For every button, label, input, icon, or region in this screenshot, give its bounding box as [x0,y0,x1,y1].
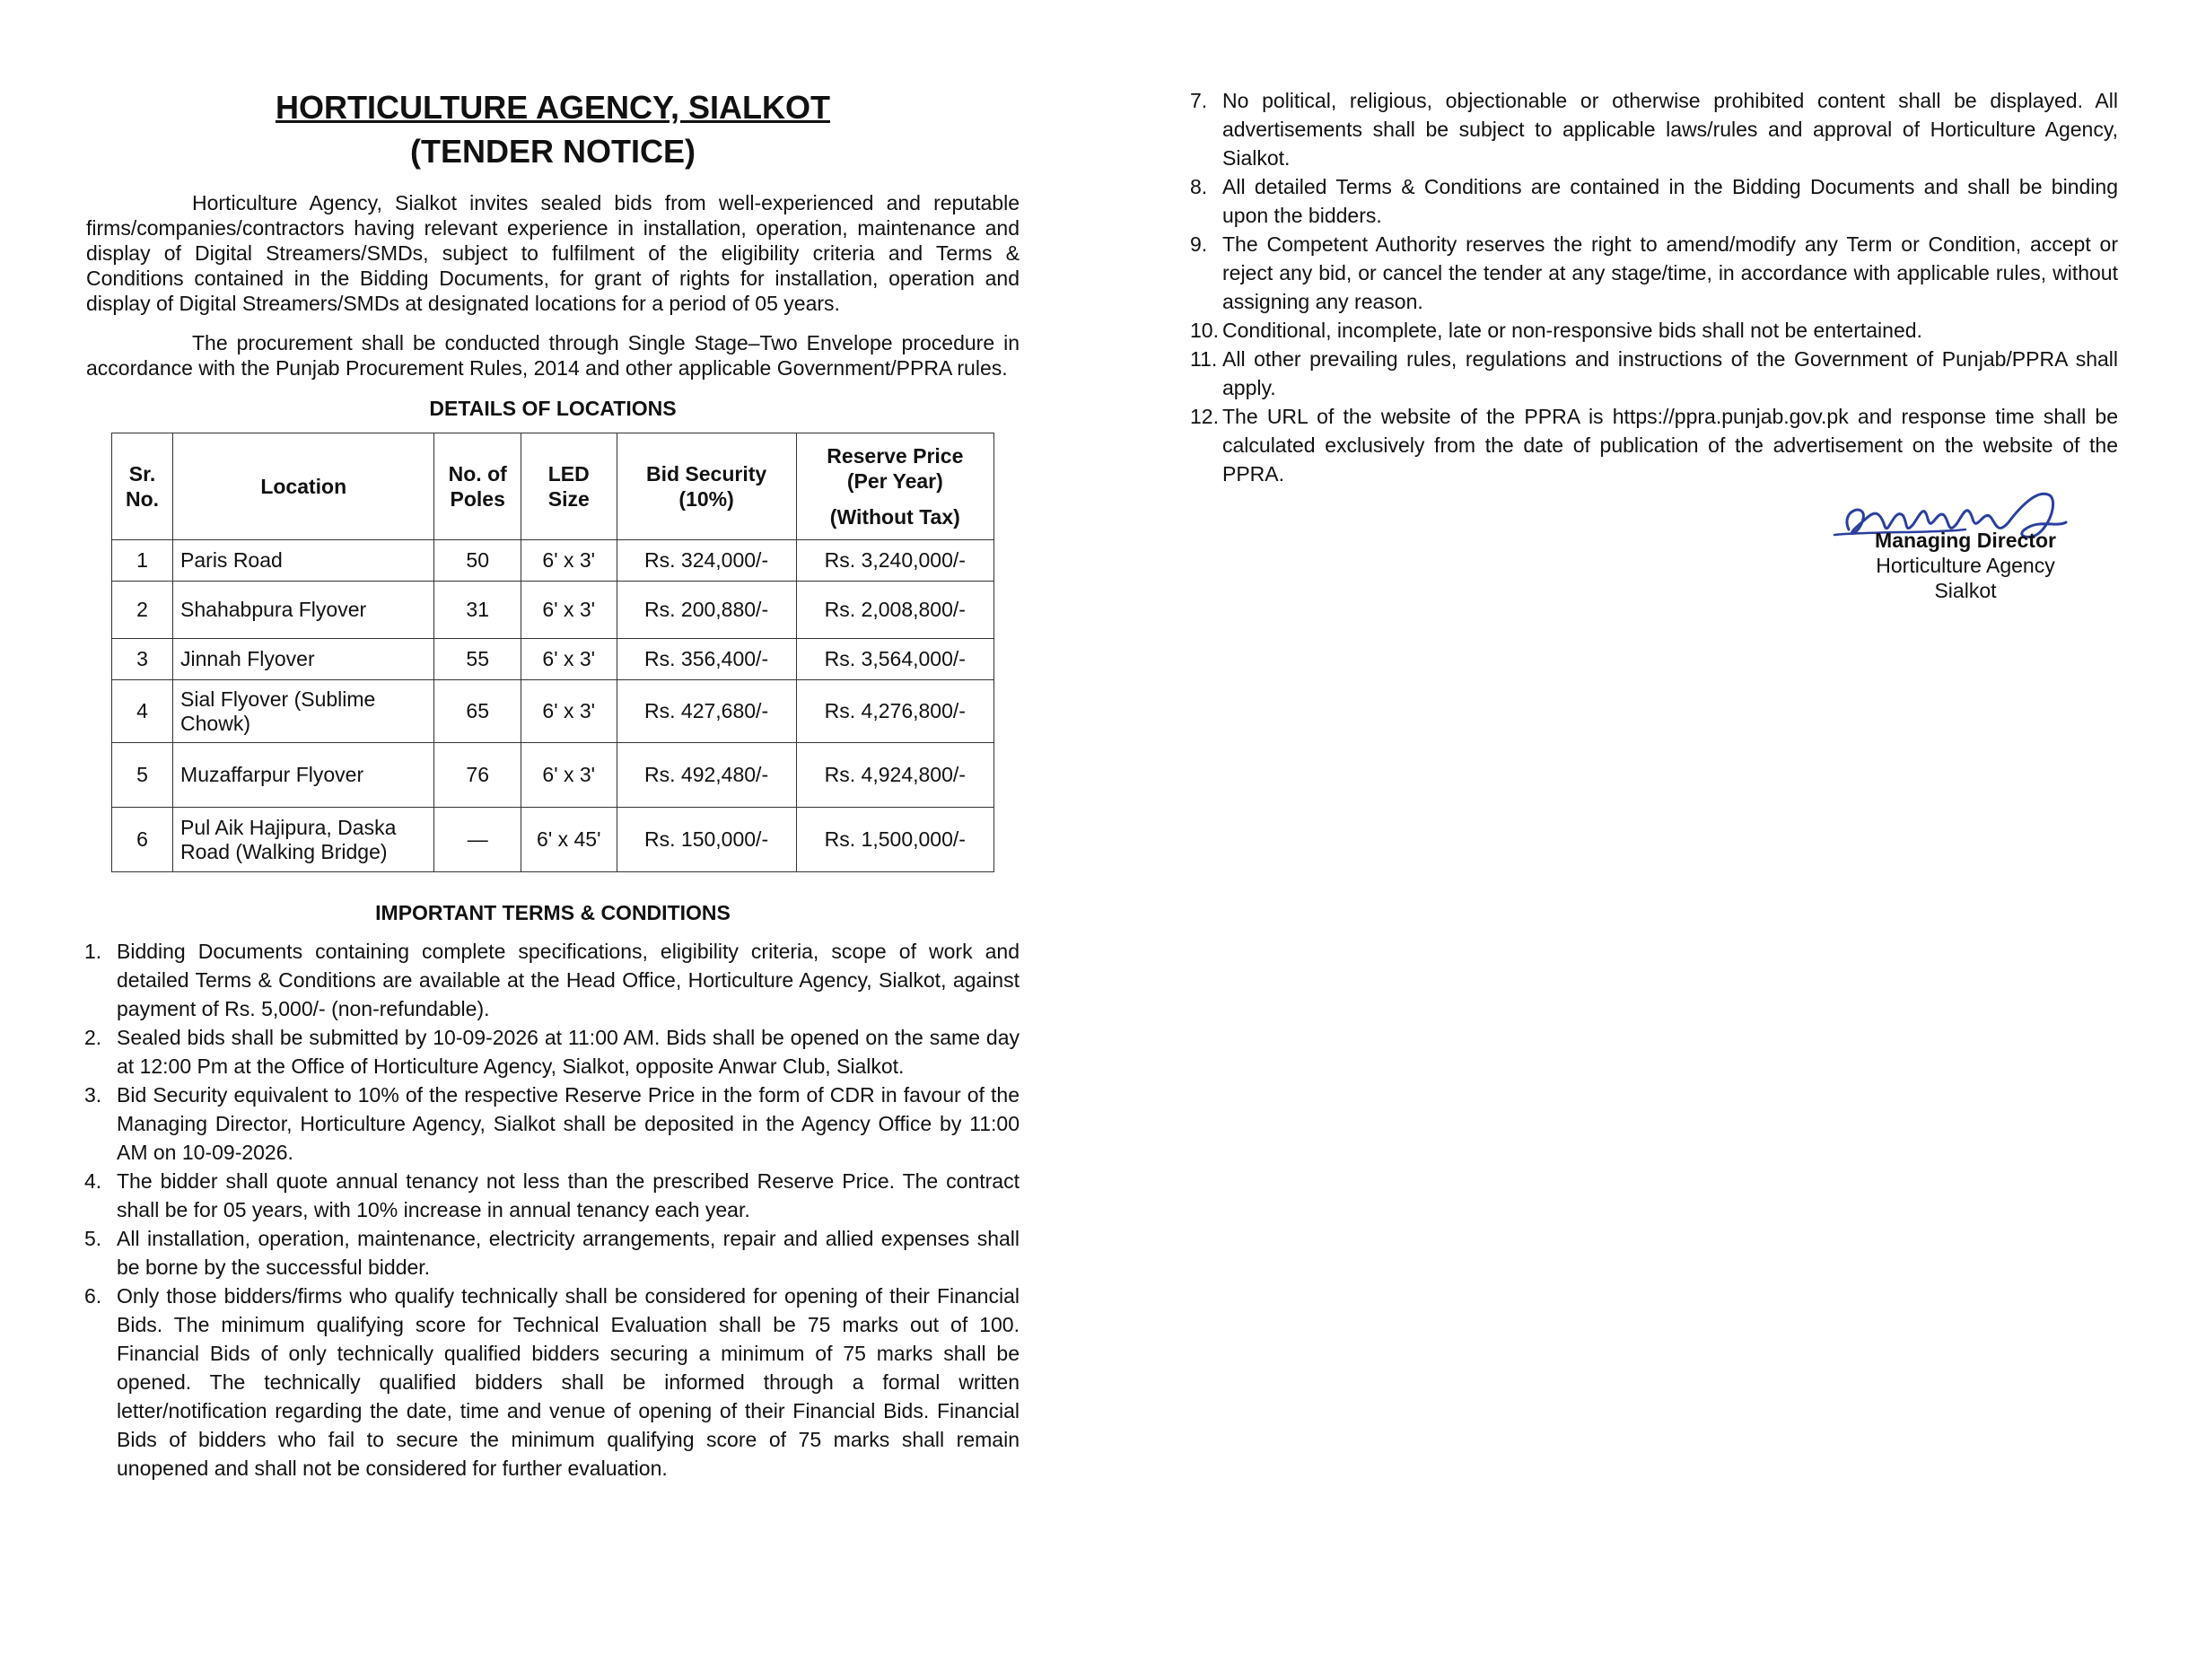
term-text: All installation, operation, maintenance, electricity arrangements, repair and allied expenses shall be borne by the successful bidder. [117,1227,1020,1279]
cell-poles: — [434,808,521,872]
cell-sr: 3 [112,639,173,680]
list-item [84,1023,1020,1081]
cell-sr: 1 [112,540,173,582]
list-item [84,1081,1020,1167]
term-number: 1. [84,940,102,963]
cell-poles: 65 [434,680,521,743]
col-header-sr [112,433,173,540]
cell-led: 6' x 45' [521,808,617,872]
cell-bid: Rs. 492,480/- [617,743,796,808]
col-header-poles-line1: No. of [448,462,507,486]
cell-sr: 2 [112,582,173,639]
terms-list-right [1190,86,2118,488]
list-item [1190,86,2118,172]
term-number: 3. [84,1083,102,1107]
intro-paragraph-2: The procurement shall be conducted through Single Stage–Two Envelope procedure in accordance with the Punjab Procurement Rules, 2014 and other applicable Government/PPRA rules. [86,331,1020,380]
term-number: 7. [1190,89,1208,112]
cell-led: 6' x 3' [521,680,617,743]
term-text: The URL of the website of the PPRA is https://ppra.punjab.gov.pk and response time shall be calculated exclusively from the date of publication of the advertisement on the website of the PPRA. [1222,405,2118,486]
cell-led: 6' x 3' [521,639,617,680]
table-row [112,808,994,872]
col-header-reserve-price [796,433,993,540]
list-item [84,1167,1020,1224]
list-item [84,1282,1020,1483]
term-text: Only those bidders/firms who qualify technically shall be considered for opening of their Financial Bids. The minimum qualifying score for Technical Evaluation shall be 75 marks out of 100. Financial Bids of only technically qualified bidders securing a minimum of 75 marks shall be opened. The technically qualified bidders shall be informed through a formal written letter/notification regarding the date, time and venue of opening of their Financial Bids. Financial Bids of bidders who fail to secure the minimum qualifying score of 75 marks shall remain unopened and shall not be considered for further evaluation. [117,1284,1020,1480]
cell-led: 6' x 3' [521,582,617,639]
col-header-led-line1: LED [547,462,590,486]
cell-bid: Rs. 150,000/- [617,808,796,872]
cell-location: Muzaffarpur Flyover [173,743,434,808]
cell-location: Pul Aik Hajipura, Daska Road (Walking Bridge) [173,808,434,872]
term-number: 12. [1190,405,1219,428]
term-number: 11. [1190,347,1218,371]
list-item [84,1224,1020,1282]
signatory-org-line1: Horticulture Agency [1876,554,2055,577]
term-text: Bid Security equivalent to 10% of the respective Reserve Price in the form of CDR in favour of the Managing Director, Horticulture Agency, Sialkot shall be deposited in the Agency Office by 11:00 AM on 10-09-2026. [117,1083,1020,1164]
cell-location: Sial Flyover (Sublime Chowk) [173,680,434,743]
col-header-poles [434,433,521,540]
col-header-led-line2: Size [547,487,590,511]
cell-poles: 50 [434,540,521,582]
cell-sr: 4 [112,680,173,743]
cell-location: Paris Road [173,540,434,582]
cell-led: 6' x 3' [521,540,617,582]
cell-reserve: Rs. 3,240,000/- [796,540,993,582]
table-row [112,582,994,639]
term-number: 6. [84,1284,102,1308]
terms-heading: IMPORTANT TERMS & CONDITIONS [375,901,731,924]
cell-led: 6' x 3' [521,743,617,808]
cell-poles: 55 [434,639,521,680]
signature-block [1831,485,2100,603]
col-header-location: Location [173,433,434,540]
list-item [1190,402,2118,488]
page-title: HORTICULTURE AGENCY, SIALKOT [276,89,830,126]
cell-poles: 76 [434,743,521,808]
right-column [1190,86,2118,488]
cell-bid: Rs. 356,400/- [617,639,796,680]
term-text: All other prevailing rules, regulations and instructions of the Government of Punjab/PPRA shall apply. [1222,347,2118,399]
cell-reserve: Rs. 1,500,000/- [796,808,993,872]
cell-sr: 6 [112,808,173,872]
table-header-row [112,433,994,540]
locations-table [111,433,994,872]
term-text: Bidding Documents containing complete specifications, eligibility criteria, scope of work and detailed Terms & Conditions are available at the Head Office, Horticulture Agency, Sialkot, against payment of Rs. 5,000/- (non-refundable). [117,940,1020,1020]
term-number: 9. [1190,232,1208,256]
term-text: Conditional, incomplete, late or non-responsive bids shall not be entertained. [1222,319,1922,342]
cell-reserve: Rs. 4,924,800/- [796,743,993,808]
term-number: 5. [84,1227,102,1250]
col-header-poles-line2: Poles [450,487,505,511]
term-text: No political, religious, objectionable or otherwise prohibited content shall be displayed. All advertisements shall be subject to applicable laws/rules and approval of Horticulture Agency, Sialkot. [1222,89,2118,170]
table-row [112,743,994,808]
col-header-sr-line1: Sr. [128,462,156,486]
col-header-reserve-line2: (Per Year) [846,469,943,493]
list-item [1190,172,2118,230]
term-text: The Competent Authority reserves the right to amend/modify any Term or Condition, accept or reject any bid, or cancel the tender at any stage/time, in accordance with applicable rules, without assigning any reason. [1222,232,2118,313]
signatory-title: Managing Director [1875,529,2056,552]
col-header-reserve-line3: (Without Tax) [829,505,960,529]
intro-paragraph-1: Horticulture Agency, Sialkot invites sealed bids from well-experienced and reputable firms/companies/contractors having relevant experience in installation, operation, maintenance and display of Digital Streamers/SMDs, subject to fulfilment of the eligibility criteria and Terms & Conditions contained in the Bidding Documents, for grant of rights for installation, operation and display of Digital Streamers/SMDs at designated locations for a period of 05 years. [86,191,1020,315]
term-text: All detailed Terms & Conditions are contained in the Bidding Documents and shall be binding upon the bidders. [1222,175,2118,227]
left-column [86,86,1020,1483]
table-row [112,639,994,680]
list-item [84,937,1020,1023]
term-number: 4. [84,1169,102,1193]
col-header-bid-line1: Bid Security [645,462,767,486]
terms-list-left [84,937,1020,1483]
list-item [1190,230,2118,316]
col-header-reserve-line1: Reserve Price [827,444,964,468]
term-text: The bidder shall quote annual tenancy not less than the prescribed Reserve Price. The contract shall be for 05 years, with 10% increase in annual tenancy each year. [117,1169,1020,1221]
cell-poles: 31 [434,582,521,639]
cell-location: Jinnah Flyover [173,639,434,680]
table-row [112,540,994,582]
term-number: 8. [1190,175,1208,198]
locations-heading: DETAILS OF LOCATIONS [429,397,677,420]
cell-bid: Rs. 200,880/- [617,582,796,639]
cell-reserve: Rs. 3,564,000/- [796,639,993,680]
cell-reserve: Rs. 2,008,800/- [796,582,993,639]
col-header-bid-security [617,433,796,540]
cell-reserve: Rs. 4,276,800/- [796,680,993,743]
page-subtitle: (TENDER NOTICE) [410,133,696,170]
cell-bid: Rs. 427,680/- [617,680,796,743]
col-header-led [521,433,617,540]
cell-sr: 5 [112,743,173,808]
table-row [112,680,994,743]
cell-bid: Rs. 324,000/- [617,540,796,582]
col-header-sr-line2: No. [125,487,160,511]
term-number: 10. [1190,319,1219,342]
term-text: Sealed bids shall be submitted by 10-09-2026 at 11:00 AM. Bids shall be opened on the same day at 12:00 Pm at the Office of Horticulture Agency, Sialkot, opposite Anwar Club, Sialkot. [117,1026,1020,1078]
cell-location: Shahabpura Flyover [173,582,434,639]
list-item [1190,345,2118,402]
col-header-bid-line2: (10%) [678,487,734,511]
signatory-org-line2: Sialkot [1934,579,1997,602]
term-number: 2. [84,1026,102,1049]
list-item [1190,316,2118,345]
